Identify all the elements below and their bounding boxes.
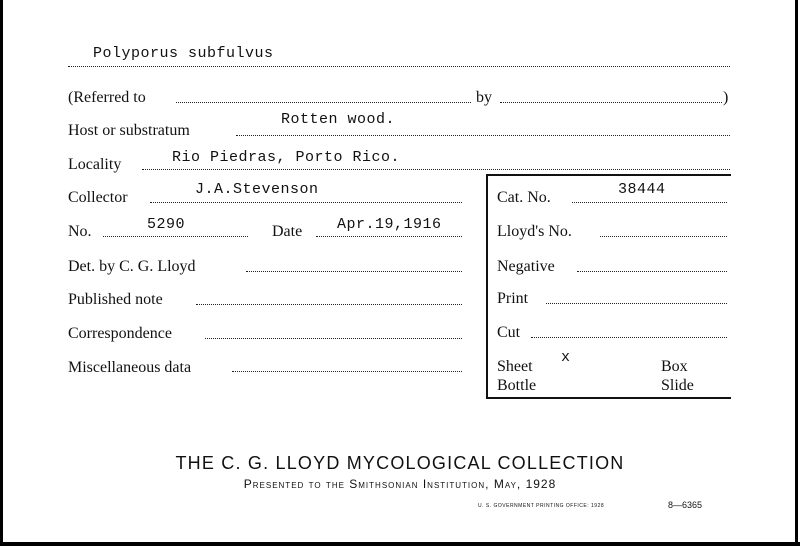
det-by-line [246, 271, 462, 272]
cut-line [531, 337, 727, 338]
locality-value: Rio Piedras, Porto Rico. [172, 149, 401, 166]
catalog-box-left [486, 174, 488, 398]
collector-line [150, 202, 462, 203]
slide-label: Slide [661, 377, 694, 394]
by-line [500, 102, 722, 103]
cat-no-value: 38444 [618, 181, 666, 198]
catalog-box-bottom [486, 397, 731, 399]
printer-imprint: U. S. GOVERNMENT PRINTING OFFICE: 1928 [478, 503, 605, 509]
referred-to-line [176, 102, 471, 103]
miscellaneous-data-line [232, 371, 462, 372]
sheet-mark: x [561, 349, 571, 366]
collector-label: Collector [68, 189, 128, 206]
published-note-label: Published note [68, 291, 163, 308]
print-label: Print [497, 290, 529, 307]
lloyds-no-label: Lloyd's No. [497, 223, 572, 240]
collection-title: THE C. G. LLOYD MYCOLOGICAL COLLECTION [175, 453, 625, 473]
by-label: by [476, 89, 492, 106]
host-value: Rotten wood. [281, 111, 396, 128]
print-line [546, 303, 727, 304]
box-label: Box [661, 358, 688, 375]
date-line [316, 236, 462, 237]
sheet-label: Sheet [497, 358, 533, 375]
no-label: No. [68, 223, 92, 240]
published-note-line [196, 304, 462, 305]
miscellaneous-data-label: Miscellaneous data [68, 359, 192, 376]
correspondence-label: Correspondence [68, 325, 172, 342]
species-name: Polyporus subfulvus [93, 45, 274, 62]
collection-subtitle: Presented to the Smithsonian Institution, May, 1928 [243, 477, 557, 491]
correspondence-line [205, 338, 462, 339]
close-paren: ) [723, 89, 729, 106]
catalog-box-top [486, 174, 731, 176]
cat-no-line [572, 202, 727, 203]
bottle-label: Bottle [497, 377, 537, 394]
host-line [236, 135, 730, 136]
form-number: 8—6365 [668, 500, 703, 510]
referred-to-label: (Referred to [68, 89, 146, 106]
species-line [68, 66, 730, 67]
date-label: Date [272, 223, 303, 240]
cut-label: Cut [497, 324, 521, 341]
no-line [103, 236, 248, 237]
det-by-label: Det. by C. G. Lloyd [68, 258, 196, 275]
negative-line [577, 271, 727, 272]
no-value: 5290 [147, 216, 186, 233]
locality-label: Locality [68, 156, 122, 173]
lloyds-no-line [600, 236, 727, 237]
date-value: Apr.19,1916 [337, 216, 442, 233]
host-label: Host or substratum [68, 122, 190, 139]
cat-no-label: Cat. No. [497, 189, 551, 206]
card-bottom-edge [0, 542, 800, 546]
collector-value: J.A.Stevenson [195, 181, 319, 198]
locality-line [142, 169, 730, 170]
negative-label: Negative [497, 258, 555, 275]
